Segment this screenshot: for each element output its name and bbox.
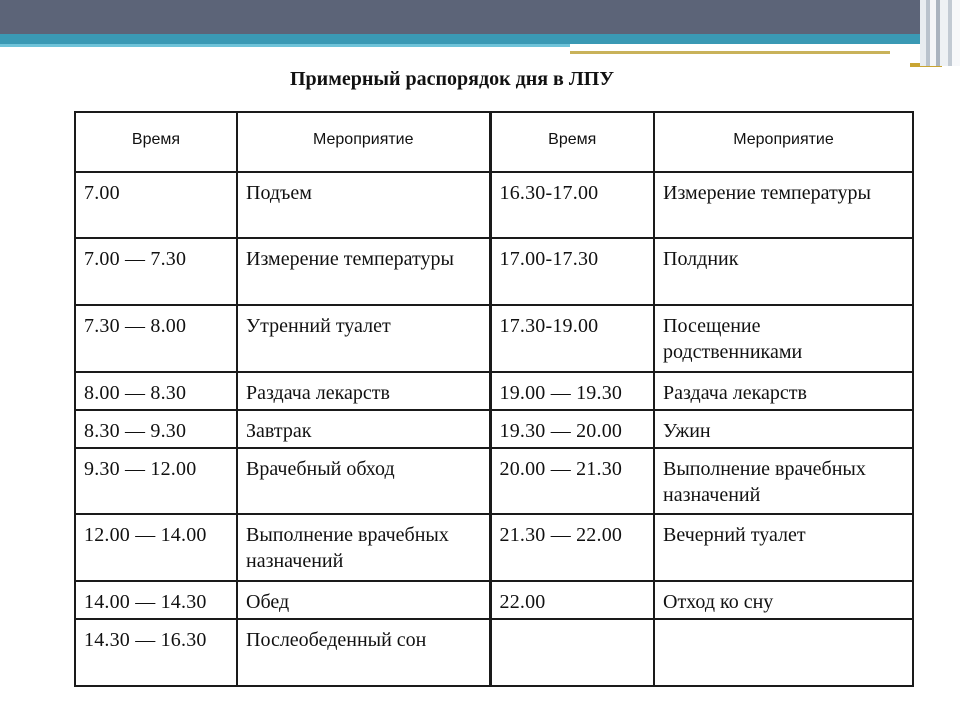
right-event-cell: Измерение температуры (654, 172, 913, 238)
left-event-cell: Измерение температуры (237, 238, 490, 305)
left-time-cell: 8.00 — 8.30 (75, 372, 237, 410)
slide-accent-band (0, 34, 920, 44)
slide-corner-decoration (920, 0, 960, 66)
left-time-cell: 7.00 — 7.30 (75, 238, 237, 305)
table-row (75, 581, 913, 619)
right-time-cell: 21.30 — 22.00 (490, 514, 654, 581)
table-row (75, 172, 913, 238)
schedule-title: Примерный распорядок дня в ЛПУ (290, 68, 614, 90)
column-header-time-right: Время (490, 112, 654, 172)
left-time-cell: 9.30 — 12.00 (75, 448, 237, 514)
right-time-cell (490, 619, 654, 686)
left-event-cell: Обед (237, 581, 490, 619)
right-event-cell: Выполнение врачебных назначений (654, 448, 913, 514)
right-time-cell: 19.30 — 20.00 (490, 410, 654, 448)
column-header-event-right: Мероприятие (654, 112, 913, 172)
left-event-cell: Выполнение врачебных назначений (237, 514, 490, 581)
left-event-cell: Раздача лекарств (237, 372, 490, 410)
right-time-cell: 22.00 (490, 581, 654, 619)
table-header-row (75, 112, 913, 172)
slide-accent-line (0, 44, 570, 47)
left-event-cell: Подъем (237, 172, 490, 238)
right-time-cell: 17.00-17.30 (490, 238, 654, 305)
column-header-time-left: Время (75, 112, 237, 172)
table-row (75, 448, 913, 514)
right-time-cell: 20.00 — 21.30 (490, 448, 654, 514)
left-time-cell: 7.00 (75, 172, 237, 238)
table-row (75, 238, 913, 305)
column-header-event-left: Мероприятие (237, 112, 490, 172)
right-event-cell (654, 619, 913, 686)
right-time-cell: 19.00 — 19.30 (490, 372, 654, 410)
left-time-cell: 14.30 — 16.30 (75, 619, 237, 686)
right-time-cell: 17.30-19.00 (490, 305, 654, 372)
right-event-cell: Вечерний туалет (654, 514, 913, 581)
schedule-table (74, 111, 914, 687)
left-event-cell: Завтрак (237, 410, 490, 448)
table-row (75, 372, 913, 410)
right-event-cell: Раздача лекарств (654, 372, 913, 410)
slide-top-band (0, 0, 960, 34)
table-row (75, 619, 913, 686)
left-time-cell: 14.00 — 14.30 (75, 581, 237, 619)
left-time-cell: 7.30 — 8.00 (75, 305, 237, 372)
right-event-cell: Отход ко сну (654, 581, 913, 619)
right-event-cell: Полдник (654, 238, 913, 305)
right-time-cell: 16.30-17.00 (490, 172, 654, 238)
table-row (75, 305, 913, 372)
table-row (75, 410, 913, 448)
right-event-cell: Посещение родственниками (654, 305, 913, 372)
left-event-cell: Послеобеденный сон (237, 619, 490, 686)
slide-gold-line (570, 51, 890, 54)
left-time-cell: 8.30 — 9.30 (75, 410, 237, 448)
table-row (75, 514, 913, 581)
left-event-cell: Утренний туалет (237, 305, 490, 372)
right-event-cell: Ужин (654, 410, 913, 448)
left-event-cell: Врачебный обход (237, 448, 490, 514)
left-time-cell: 12.00 — 14.00 (75, 514, 237, 581)
